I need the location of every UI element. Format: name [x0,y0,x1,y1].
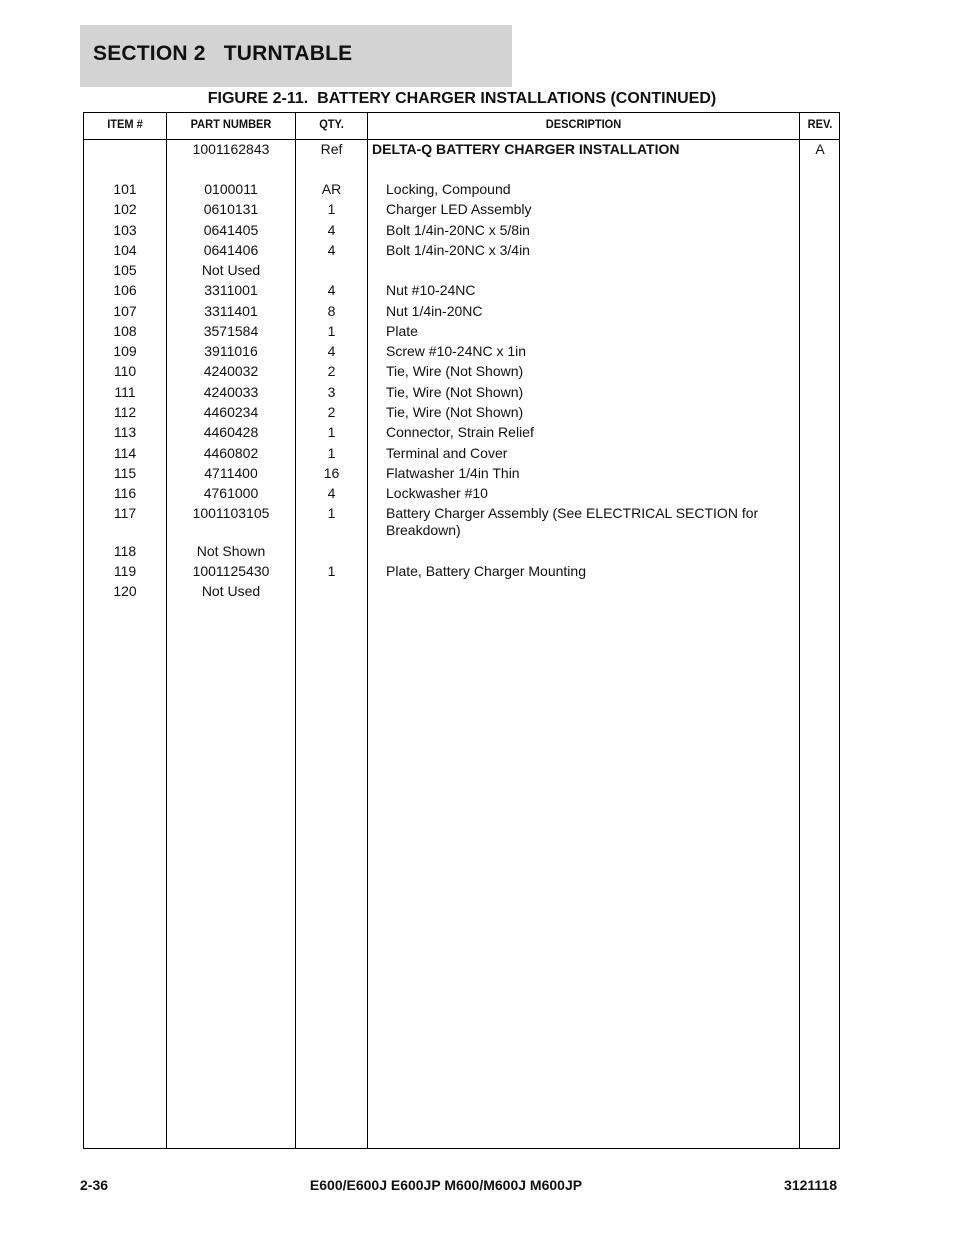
table-row [84,445,839,465]
cell-qty: 1 [327,424,336,440]
cell-part: 4711400 [204,465,258,481]
cell-item: 110 [113,363,137,379]
cell-rev: A [815,141,825,157]
cell-desc: Tie, Wire (Not Shown) [386,404,524,420]
cell-part: 1001103105 [192,505,270,521]
doc-number: 3121118 [784,1177,837,1193]
cell-part: 4460234 [203,404,259,420]
cell-desc: Nut 1/4in-20NC [386,303,483,319]
header-item: ITEM # [107,117,143,131]
header-divider [84,139,839,140]
cell-qty: 16 [323,465,340,481]
cell-item: 106 [113,282,137,298]
figure-title [0,90,954,108]
cell-qty: Ref [320,141,343,157]
cell-part: 3911016 [204,343,258,359]
cell-part: Not Used [201,262,261,278]
cell-desc: Nut #10-24NC [386,282,476,298]
section-title: SECTION 2 TURNTABLE [93,42,353,65]
cell-item: 107 [113,303,137,319]
cell-qty: 3 [327,384,336,400]
cell-part: 1001125430 [192,563,270,579]
table-row [84,363,839,383]
cell-part: 1001162843 [192,141,270,157]
header-qty: QTY. [319,117,344,131]
cell-qty: 1 [327,505,336,521]
cell-item: 101 [113,181,137,197]
cell-part: 4240033 [203,384,259,400]
cell-desc: Terminal and Cover [386,445,508,461]
cell-qty: 4 [327,343,336,359]
table-row [84,424,839,444]
cell-qty: 1 [327,445,336,461]
page-number: 2-36 [80,1177,109,1193]
cell-qty: 1 [327,323,336,339]
figure-title-text: FIGURE 2-11. BATTERY CHARGER INSTALLATIONS (CONTINUED) [207,90,717,107]
cell-desc: Tie, Wire (Not Shown) [386,363,524,379]
cell-item: 117 [113,505,137,521]
cell-qty: 1 [327,201,336,217]
header-rev: REV. [807,117,833,131]
cell-part: 4460802 [203,445,259,461]
cell-desc: Charger LED Assembly [386,201,532,217]
cell-part: Not Shown [196,543,266,559]
cell-desc: Bolt 1/4in-20NC x 5/8in [386,222,530,238]
table-row [84,583,839,603]
cell-item: 118 [113,543,137,559]
cell-item: 113 [113,424,137,440]
cell-desc: DELTA-Q BATTERY CHARGER INSTALLATION [372,141,680,157]
cell-item: 108 [113,323,137,339]
cell-desc: Tie, Wire (Not Shown) [386,384,524,400]
cell-item: 103 [113,222,137,238]
cell-part: 3571584 [203,323,259,339]
cell-qty: AR [321,181,342,197]
cell-item: 105 [113,262,137,278]
cell-qty: 4 [327,485,336,501]
cell-part: 4240032 [203,363,259,379]
cell-qty: 8 [327,303,336,319]
table-row [84,404,839,424]
table-row [84,222,839,242]
table-row [84,282,839,302]
cell-part: 3311401 [204,303,258,319]
cell-item: 116 [113,485,137,501]
cell-item: 119 [113,563,137,579]
cell-item: 115 [113,465,137,481]
cell-qty: 4 [327,222,336,238]
cell-qty: 4 [327,282,336,298]
cell-desc: Plate, Battery Charger Mounting [386,563,586,579]
table-row [84,465,839,485]
table-row [84,141,839,161]
table-row [84,563,839,583]
table-row [84,543,839,563]
cell-desc: Connector, Strain Relief [386,424,534,440]
cell-part: 0610131 [203,201,259,217]
cell-item: 102 [113,201,137,217]
cell-qty: 2 [327,363,336,379]
cell-item: 109 [113,343,137,359]
cell-part: 3311001 [204,282,258,298]
cell-desc: Locking, Compound [386,181,511,197]
table-row [84,242,839,262]
table-row [84,384,839,404]
cell-desc: Battery Charger Assembly (See ELECTRICAL SECTION for Breakdown) [386,505,759,538]
header-part-number: PART NUMBER [190,117,272,131]
cell-part: 4460428 [203,424,259,440]
parts-table [83,112,840,1149]
table-row [84,343,839,363]
cell-part: 0641406 [203,242,259,258]
header-description: DESCRIPTION [545,117,622,131]
table-row [84,303,839,323]
table-row [84,262,839,282]
cell-item: 120 [113,583,137,599]
cell-item: 104 [113,242,137,258]
cell-qty: 4 [327,242,336,258]
cell-desc: Flatwasher 1/4in Thin [386,465,520,481]
cell-part: Not Used [201,583,261,599]
cell-qty: 2 [327,404,336,420]
cell-desc: Bolt 1/4in-20NC x 3/4in [386,242,530,258]
cell-part: 0100011 [204,181,258,197]
table-row [84,505,839,538]
table-row [84,181,839,201]
footer-models-text: E600/E600J E600JP M600/M600J M600JP [309,1177,583,1193]
table-row [84,485,839,505]
cell-item: 112 [113,404,137,420]
table-row [84,323,839,343]
cell-item: 111 [114,384,136,400]
cell-item: 114 [113,445,137,461]
cell-part: 4761000 [203,485,259,501]
table-row [84,201,839,221]
cell-desc: Plate [386,323,418,339]
cell-qty: 1 [327,563,336,579]
cell-part: 0641405 [203,222,259,238]
cell-desc: Screw #10-24NC x 1in [386,343,527,359]
cell-desc: Lockwasher #10 [386,485,488,501]
